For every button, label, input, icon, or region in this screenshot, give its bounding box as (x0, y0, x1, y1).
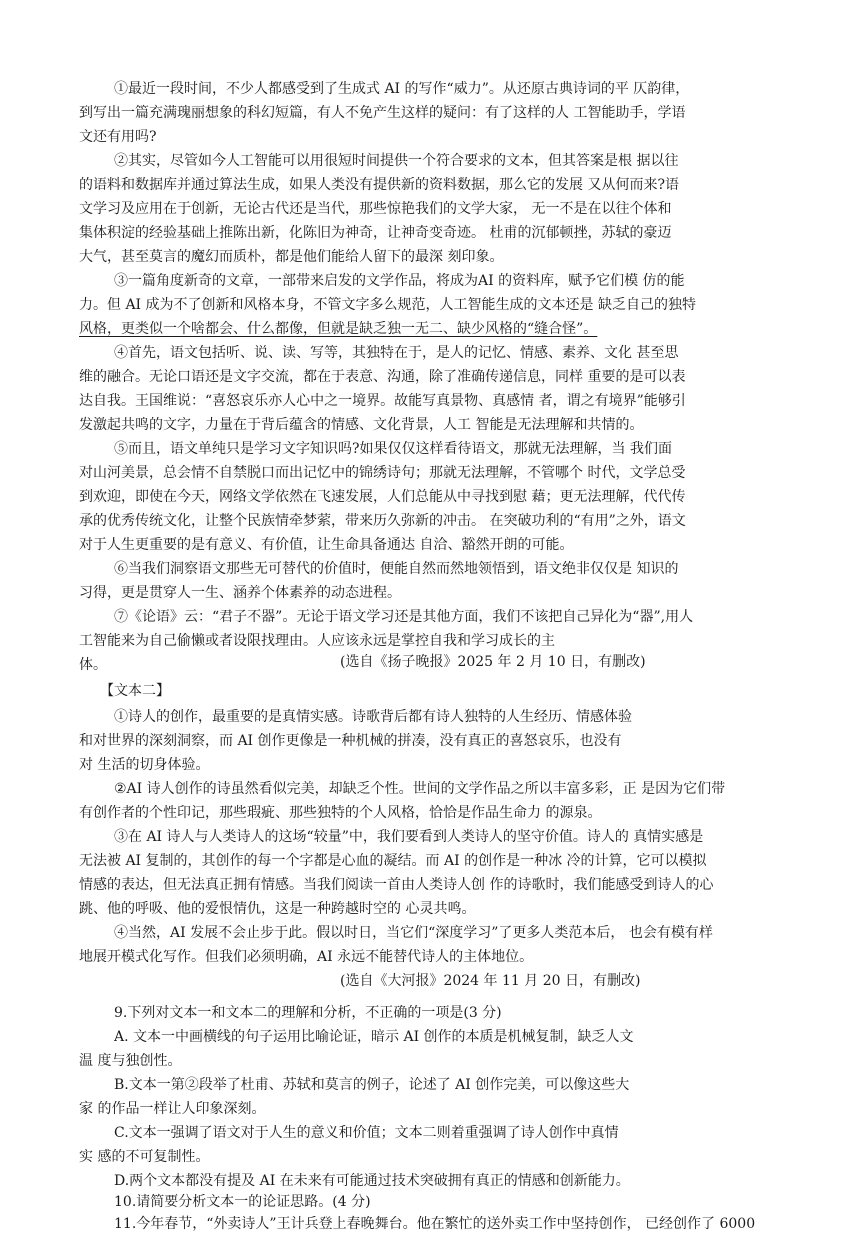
underlined-sentence: 风格，更类似一个啥都会、什么都像，但就是缺乏独一无二、缺少风格的“缝合怪”。 (79, 321, 598, 337)
text-one-source: (选自《扬子晚报》2025 年 2 月 10 日，有删改) (340, 654, 646, 670)
text-two-source: (选自《大河报》2024 年 11 月 20 日，有删改) (340, 973, 641, 989)
question-9-option-c: C.文本一强调了语文对于人生的意义和价值；文本二则着重强调了诗人创作中真情 (114, 1125, 619, 1141)
text-two-line-8: 情感的表达，但无法真正拥有情感。当我们阅读一首由人类诗人创 作的诗歌时，我们能感受到诗人的心 (79, 877, 714, 893)
text-two-line-5: 有创作者的个性印记，那些瑕疵、那些独特的个人风格，恰恰是作品生命力 的源泉。 (79, 805, 602, 821)
question-9-option-c-cont: 实 感的不可复制性。 (79, 1149, 210, 1165)
text-one-line-6: 文学习及应用在于创新，无论古代还是当代，那些惊艳我们的文学大家， 无一不是在以往个体和 (79, 201, 672, 217)
text-one-line-20: 对于人生更重要的是有意义、有价值，让生命具备通达 自洽、豁然开朗的可能。 (79, 537, 574, 553)
text-two-line-1: ①诗人的创作，最重要的是真情实感。诗歌背后都有诗人独特的人生经历、情感体验 (114, 709, 632, 725)
text-two-line-6: ③在 AI 诗人与人类诗人的这场“较量”中，我们要看到人类诗人的坚守价值。诗人的 真情实感是 (114, 829, 704, 845)
text-one-line-19: 承的优秀传统文化，让整个民族情牵梦萦，带来历久弥新的冲击。 在突破功利的“有用”之外，语文 (79, 513, 686, 529)
text-one-line-5: 的语料和数据库并通过算法生成，如果人类没有提供新的资料数据，那么它的发展 又从何而来?语 (79, 177, 679, 193)
text-two-line-9: 跳、他的呼吸、他的爱恨情仇，这是一种跨越时空的 心灵共鸣。 (79, 901, 476, 917)
text-two-line-11: 地展开模式化写作。但我们必须明确，AI 永远不能替代诗人的主体地位。 (79, 949, 534, 965)
text-two-line-10: ④当然，AI 发展不会止步于此。假以时日，当它们“深度学习”了更多人类范本后， 也会有模有样 (114, 925, 713, 941)
text-one-line-21: ⑥当我们洞察语文那些无可替代的价值时，便能自然而然地领悟到，语文绝非仅仅是 知识的 (114, 561, 679, 577)
text-one-line-12: ④首先，语文包括听、说、读、写等，其独特在于，是人的记忆、情感、素养、文化 甚至思 (114, 345, 679, 361)
text-one-line-14: 达自我。王国维说：“喜怒哀乐亦人心中之一境界。故能写真景物、真感情 者，谓之有境界”能够引 (79, 393, 686, 409)
question-9: 9.下列对文本一和文本二的理解和分析，不正确的一项是(3 分) (114, 1005, 502, 1021)
text-one-line-17: 对山河美景，总会情不自禁脱口而出记忆中的锦绣诗句；那就无法理解，不管哪个 时代，文学总受 (79, 465, 686, 481)
text-two-line-2: 和对世界的深刻洞察，而 AI 创作更像是一种机械的拼凑，没有真正的喜怒哀乐，也没有 (79, 733, 622, 749)
text-one-line-1: ①最近一段时间，不少人都感受到了生成式 AI 的写作“威力”。从还原古典诗词的平 仄韵律， (114, 81, 690, 97)
question-9-option-b: B.文本一第②段举了杜甫、苏轼和莫言的例子，论述了 AI 创作完美，可以像这些大 (114, 1077, 630, 1093)
text-one-line-4: ②其实，尽管如今人工智能可以用很短时间提供一个符合要求的文本，但其答案是根 据以往 (114, 153, 679, 169)
text-two-line-7: 无法被 AI 复制的，其创作的每一个字都是心血的凝结。而 AI 的创作是一种冰 冷的计算，它可以模拟 (79, 853, 707, 869)
text-one-line-25: 体。 (79, 657, 107, 673)
question-10: 10.请简要分析文本一的论证思路。(4 分) (114, 1194, 371, 1210)
text-one-line-23: ⑦《论语》云：“君子不器”。无论于语文学习还是其他方面，我们不该把自己异化为“器”,用人 (114, 609, 694, 625)
text-one-line-24: 工智能来为自己偷懒或者设限找理由。人应该永远是掌控自我和学习成长的主 (79, 633, 555, 649)
text-two-line-4: ②AI 诗人创作的诗虽然看似完美，却缺乏个性。世间的文学作品之所以丰富多彩，正 是因为它们带 (114, 781, 726, 797)
text-one-line-10: 力。但 AI 成为不了创新和风格本身，不管文字多么规范，人工智能生成的文本还是 缺乏自己的独特 (79, 297, 696, 313)
text-one-line-8: 大气，甚至莫言的魔幻而质朴，都是他们能给人留下的最深 刻印象。 (79, 249, 504, 265)
question-9-option-d: D.两个文本都没有提及 AI 在未来有可能通过技术突破拥有真正的情感和创新能力。 (114, 1173, 630, 1189)
text-one-line-3: 文还有用吗? (79, 129, 157, 145)
question-11: 11.今年春节，“外卖诗人”王计兵登上春晚舞台。他在繁忙的送外卖工作中坚持创作， 已经创作了 6000 (114, 1216, 756, 1232)
text-one-line-2: 到写出一篇充满瑰丽想象的科幻短篇，有人不免产生这样的疑问：有了这样的人 工智能助手，学语 (79, 105, 686, 121)
question-9-option-a: A. 文本一中画横线的句子运用比喻论证，暗示 AI 创作的本质是机械复制，缺乏人文 (114, 1029, 634, 1045)
question-9-option-b-cont: 家 的作品一样让人印象深刻。 (79, 1101, 266, 1117)
text-one-line-15: 发激起共鸣的文字，力量在于背后蕴含的情感、文化背景，人工 智能是无法理解和共情的。 (79, 417, 644, 433)
text-two-heading: 【文本二】 (100, 683, 170, 699)
text-two-line-3: 对 生活的切身体验。 (79, 757, 210, 773)
text-one-line-22: 习得，更是贯穿人一生、涵养个体素养的动态进程。 (79, 585, 401, 601)
question-9-option-a-cont: 温 度与独创性。 (79, 1053, 182, 1069)
text-one-line-16: ⑤而且，语文单纯只是学习文字知识吗?如果仅仅这样看待语文，那就无法理解，当 我们面 (114, 441, 672, 457)
text-one-line-7: 集体积淀的经验基础上推陈出新，化陈旧为神奇，让神奇变奇迹。 杜甫的沉郁顿挫，苏轼的豪迈 (79, 225, 672, 241)
text-one-line-13: 维的融合。无论口语还是文字交流，都在于表意、沟通，除了准确传递信息，同样 重要的是可以表 (79, 369, 686, 385)
text-one-line-9: ③一篇角度新奇的文章，一部带来启发的文学作品，将成为AI 的资料库，赋予它们模 仿的能 (114, 273, 685, 289)
text-one-line-18: 到欢迎，即使在今天，网络文学依然在飞速发展，人们总能从中寻找到慰 藉；更无法理解，代代传 (79, 489, 686, 505)
